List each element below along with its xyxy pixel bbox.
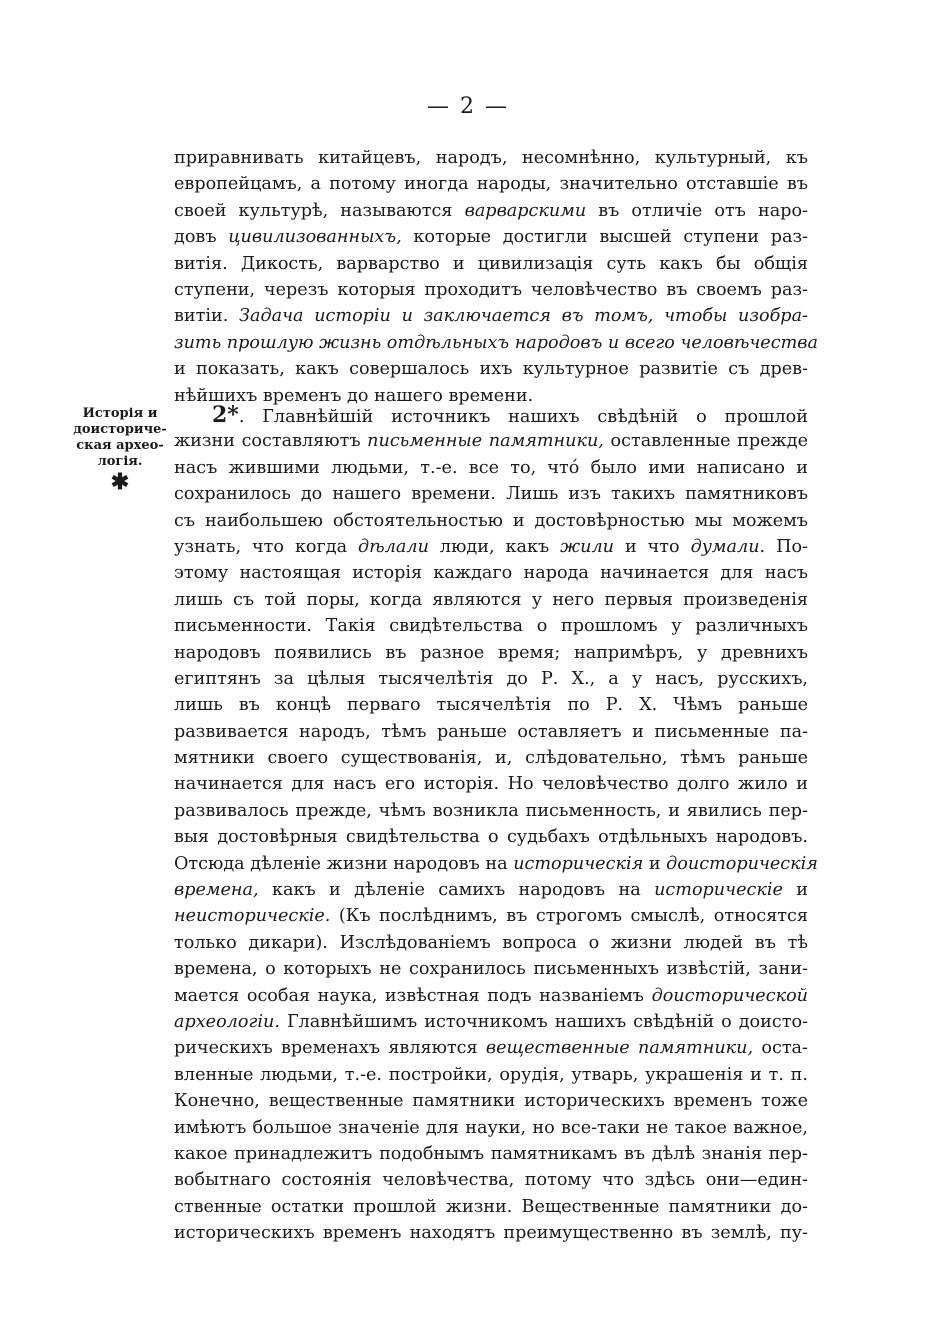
text-line: довъ цивилизованныхъ, которые достигли высшей ступени раз- bbox=[174, 227, 808, 248]
text-line: имѣютъ большое значеніе для науки, но все-таки не такое важное, bbox=[174, 1117, 808, 1138]
margin-note-line: логія. bbox=[97, 454, 143, 469]
page-number: — 2 — bbox=[427, 94, 509, 119]
text-line: насъ жившими людьми, т.-е. все то, чтó было ими написано и bbox=[174, 457, 808, 478]
margin-note-line: Исторія и bbox=[82, 406, 158, 421]
italic-term: вещественные памятники, bbox=[485, 1038, 754, 1059]
text-line: времена, какъ и дѣленіе самихъ народовъ на историческіе и bbox=[174, 880, 808, 901]
text-line: неисторическіе. (Къ послѣднимъ, въ строгомъ смыслѣ, относятся bbox=[174, 906, 808, 927]
italic-term: времена, bbox=[174, 880, 259, 901]
margin-note-line: ская археo- bbox=[76, 438, 164, 453]
text-line: какое принадлежитъ подобнымъ памятникамъ въ дѣлѣ знанія пер- bbox=[174, 1143, 808, 1164]
italic-term: историческіе bbox=[654, 880, 783, 901]
text-line: мается особая наука, извѣстная подъ названіемъ доисторической bbox=[174, 985, 808, 1006]
paragraph-2 bbox=[174, 402, 818, 1247]
italic-term: доисторической bbox=[651, 985, 808, 1006]
text-line: жизни составляютъ письменные памятники, оставленные прежде bbox=[174, 431, 808, 452]
text-line: начинается для насъ его исторія. Но человѣчество долго жило и bbox=[174, 774, 808, 795]
text-line: 2*. Главнѣйшій источникъ нашихъ свѣдѣній о прошлой bbox=[212, 402, 808, 428]
italic-term: письменные памятники, bbox=[367, 431, 604, 452]
text-line bbox=[174, 330, 818, 356]
italic-phrase: Задача исторіи и заключается въ томъ, чтобы изобра- bbox=[239, 306, 809, 327]
text-line: времена, о которыхъ не сохранилось письменныхъ извѣстій, зани- bbox=[174, 959, 808, 980]
text-line: витія. Дикость, варварство и цивилизація суть какъ бы общія bbox=[174, 253, 808, 274]
text-line: этому настоящая исторія каждаго народа начинается для насъ bbox=[174, 563, 808, 584]
text-line: развивалось прежде, чѣмъ возникла письменность, и явились пер- bbox=[174, 800, 808, 821]
text-line: только дикари). Изслѣдованіемъ вопроса о жизни людей въ тѣ bbox=[174, 932, 808, 953]
text-line: ступени, черезъ которыя проходитъ человѣчество въ своемъ раз- bbox=[174, 279, 808, 300]
text-line: узнать, что когда дѣлали люди, какъ жили и что думали. По- bbox=[174, 536, 808, 557]
text-line: и показать, какъ совершалось ихъ культурное развитіе съ древ- bbox=[174, 359, 808, 380]
text-line: египтянъ за цѣлыя тысячелѣтія до Р. Х., а у насъ, русскихъ, bbox=[174, 668, 808, 689]
margin-note bbox=[70, 406, 170, 493]
italic-term: доисторическія bbox=[666, 853, 818, 874]
paragraph-1 bbox=[174, 145, 818, 409]
text-line: историческихъ временъ находятъ преимущественно въ землѣ, пу- bbox=[174, 1223, 808, 1244]
text-line: нѣйшихъ временъ до нашего времени. bbox=[174, 385, 534, 406]
text-line: письменности. Такія свидѣтельства о прошломъ у различныхъ bbox=[174, 616, 808, 637]
text-line: Отсюда дѣленіе жизни народовъ на историческія и доисторическія bbox=[174, 853, 818, 874]
italic-term: неисторическіе. bbox=[174, 906, 331, 927]
text-line: европейцамъ, а потому иногда народы, значительно отставшіе въ bbox=[174, 174, 808, 195]
italic-term: цивилизованныхъ, bbox=[228, 227, 402, 248]
text-line: рическихъ временахъ являются вещественные памятники, оста- bbox=[174, 1038, 808, 1059]
text-line: лишь съ той поры, когда являются у него первыя произведенія bbox=[174, 589, 808, 610]
italic-term: дѣлали bbox=[358, 536, 429, 557]
text-line: Конечно, вещественные памятники историческихъ временъ тоже bbox=[174, 1091, 808, 1112]
italic-term: думали. bbox=[690, 536, 766, 557]
text-line: лишь въ концѣ перваго тысячелѣтія по Р. Х. Чѣмъ раньше bbox=[174, 695, 808, 716]
text-line: ственные остатки прошлой жизни. Вещественные памятники до- bbox=[174, 1196, 808, 1217]
text-line: сохранилось до нашего времени. Лишь изъ такихъ памятниковъ bbox=[174, 484, 808, 505]
text-line: своей культурѣ, называются варварскими въ отличіе отъ наро- bbox=[174, 200, 808, 221]
italic-term: жили bbox=[560, 536, 615, 557]
italic-term: варварскими bbox=[464, 200, 587, 221]
text-line: вленные людьми, т.-е. постройки, орудія, утварь, украшенія и т. п. bbox=[174, 1064, 808, 1085]
text-line: витіи. Задача исторіи и заключается въ томъ, чтобы изобра- bbox=[174, 306, 809, 327]
text-line: выя достовѣрныя свидѣтельства о судьбахъ отдѣльныхъ народовъ. bbox=[174, 827, 808, 848]
text-line: съ наибольшею обстоятельностью и достовѣрностью мы можемъ bbox=[174, 510, 808, 531]
italic-phrase: зить прошлую жизнь отдѣльныхъ народовъ и всего человѣчества bbox=[174, 332, 818, 353]
margin-note-line: доисториче- bbox=[73, 422, 167, 437]
text-line: народовъ появились въ разное время; напримѣръ, у древнихъ bbox=[174, 642, 808, 663]
asterisk-icon: ✱ bbox=[110, 469, 130, 495]
italic-term: археологіи. bbox=[174, 1011, 280, 1032]
text-line: археологіи. Главнѣйшимъ источникомъ нашихъ свѣдѣній о доисто- bbox=[174, 1011, 808, 1032]
paragraph-number: 2* bbox=[212, 402, 239, 428]
text-line: мятники своего существованія, и, слѣдовательно, тѣмъ раньше bbox=[174, 748, 808, 769]
text-line: приравнивать китайцевъ, народъ, несомнѣнно, культурный, къ bbox=[174, 148, 808, 168]
italic-term: историческія bbox=[513, 853, 644, 874]
text-line: вобытнаго состоянія человѣчества, потому что здѣсь они—един- bbox=[174, 1170, 808, 1191]
text-line: развивается народъ, тѣмъ раньше оставляетъ и письменные па- bbox=[174, 721, 808, 742]
